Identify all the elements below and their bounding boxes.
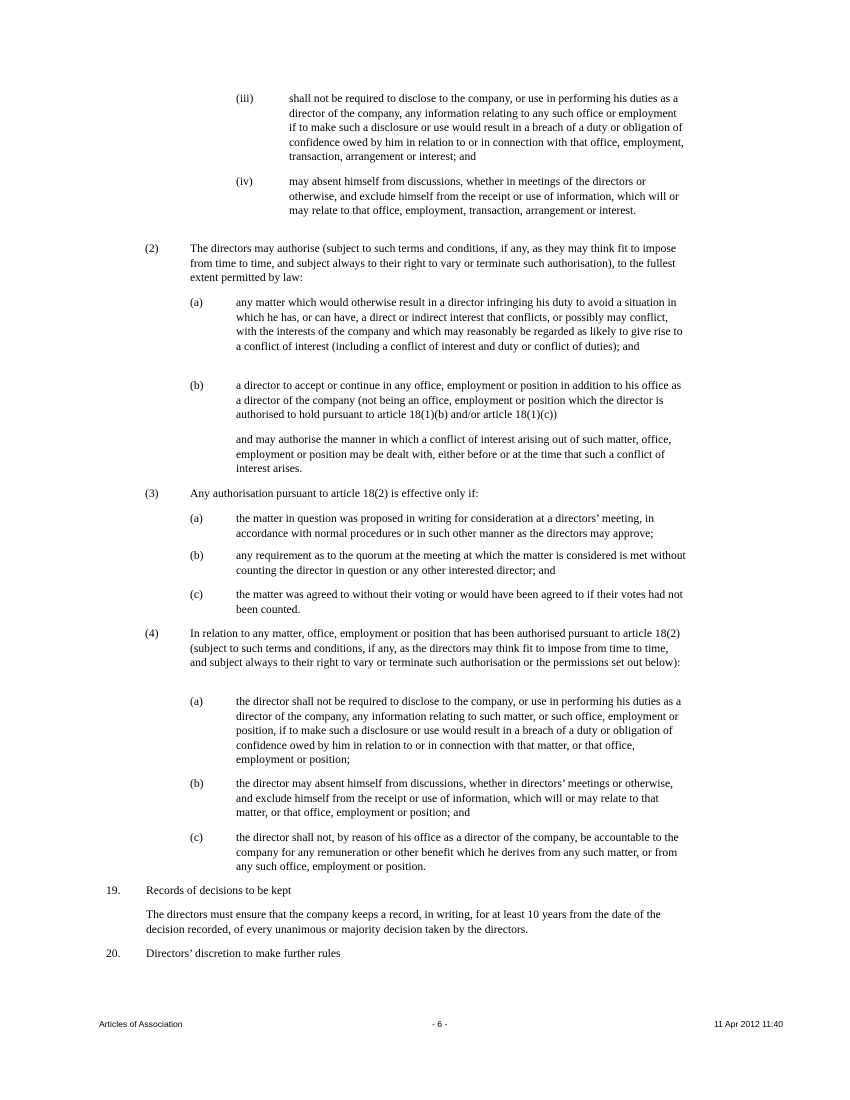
clause-3-item-b (190, 549, 686, 578)
article-19-body (146, 908, 686, 937)
clause-text: The directors may authorise (subject to such terms and conditions, if any, as they may think fit to impose from time to time, and subject always to their right to vary or terminate such authorisation), to the fullest extent permitted by law: (190, 242, 677, 285)
clause-4-item-b (190, 777, 686, 821)
footer-document-title: Articles of Association (99, 1019, 183, 1029)
clause-number: (4) (145, 627, 159, 640)
clause-2-tail (236, 433, 686, 477)
sub-item-iv (236, 175, 686, 219)
article-title: Directors’ discretion to make further rules (146, 947, 341, 960)
item-number: (b) (190, 777, 204, 790)
article-number: 20. (106, 947, 121, 960)
item-text: the director may absent himself from discussions, whether in directors’ meetings or otherwise, and exclude himself from the receipt or use of information, which will or may relate to that matter, or that office, employment or position; and (236, 777, 674, 820)
clause-3-item-a (190, 512, 686, 541)
clause-number: (3) (145, 487, 159, 500)
item-text: shall not be required to disclose to the company, or use in performing his duties as a director of the company, any information relating to any such office or employment if to make such a disclosure or use would result in a breach of a duty or obligation of confidence owed by him in relation to or in connection with that office, employment, transaction, arrangement or interest; and (289, 92, 684, 164)
clause-4 (145, 627, 686, 671)
clause-4-item-c (190, 831, 686, 875)
item-number: (a) (190, 512, 203, 525)
clause-2 (145, 242, 686, 286)
clause-text: In relation to any matter, office, employment or position that has been authorised pursuant to article 18(2) (subject to such terms and conditions, if any, as the directors may think fit to impose from time to time, and subject always to their right to vary or terminate such authorisation or the permissions set out below): (190, 627, 681, 670)
item-text: a director to accept or continue in any office, employment or position in addition to his office as a director of the company (not being an office, employment or position which the director is authorised to hold pursuant to article 18(1)(b) and/or article 18(1)(c)) (236, 379, 682, 422)
clause-3-item-c (190, 588, 686, 617)
item-number: (b) (190, 379, 204, 392)
footer-page-number: - 6 - (432, 1019, 448, 1029)
article-number: 19. (106, 884, 121, 897)
footer-timestamp: 11 Apr 2012 11:40 (714, 1019, 783, 1029)
item-text: the director shall not, by reason of his office as a director of the company, be accountable to the company for any remuneration or other benefit which he derives from any such matter, or from any such office, employment or position. (236, 831, 679, 874)
item-text: may absent himself from discussions, whether in meetings of the directors or otherwise, and exclude himself from the receipt or use of information, which will or may relate to that office, employment, transaction, arrangement or interest. (289, 175, 679, 218)
item-text: any matter which would otherwise result in a director infringing his duty to avoid a situation in which he has, or can have, a direct or indirect interest that conflicts, or possibly may conflict, with the interests of the company and which may reasonably be regarded as likely to give rise to a conflict of interest (including a conflict of interest and duty or conflict of duties); and (236, 296, 683, 353)
item-number: (iv) (236, 175, 253, 188)
item-number: (c) (190, 831, 203, 844)
article-20-heading (106, 947, 686, 962)
clause-text: Any authorisation pursuant to article 18(2) is effective only if: (190, 487, 479, 500)
item-text: any requirement as to the quorum at the meeting at which the matter is considered is met without counting the director in question or any other interested director; and (236, 549, 686, 577)
tail-text: and may authorise the manner in which a conflict of interest arising out of such matter, office, employment or position may be dealt with, either before or at the time that such a conflict of interest arises. (236, 433, 672, 476)
item-text: the director shall not be required to disclose to the company, or use in performing his duties as a director of the company, any information relating to such matter, or such office, employment or position, if to make such a disclosure or use would result in a breach of a duty or obligation of confidence owed by him in relation to or in connection with that matter, or that office, employment or position; (236, 695, 682, 767)
item-number: (a) (190, 296, 203, 309)
item-number: (b) (190, 549, 204, 562)
item-number: (iii) (236, 92, 254, 105)
clause-2-item-b (190, 379, 686, 423)
item-number: (c) (190, 588, 203, 601)
sub-item-iii (236, 92, 686, 165)
article-19-heading (106, 884, 686, 899)
item-number: (a) (190, 695, 203, 708)
clause-number: (2) (145, 242, 159, 255)
clause-3 (145, 487, 686, 502)
clause-2-item-a (190, 296, 686, 354)
item-text: the matter in question was proposed in writing for consideration at a directors’ meeting, in accordance with normal procedures or in such other manner as the directors may approve; (236, 512, 655, 540)
clause-4-item-a (190, 695, 686, 768)
article-title: Records of decisions to be kept (146, 884, 292, 897)
article-text: The directors must ensure that the company keeps a record, in writing, for at least 10 years from the date of the decision recorded, of every unanimous or majority decision taken by the directors. (146, 908, 661, 936)
item-text: the matter was agreed to without their voting or would have been agreed to if their votes had not been counted. (236, 588, 683, 616)
